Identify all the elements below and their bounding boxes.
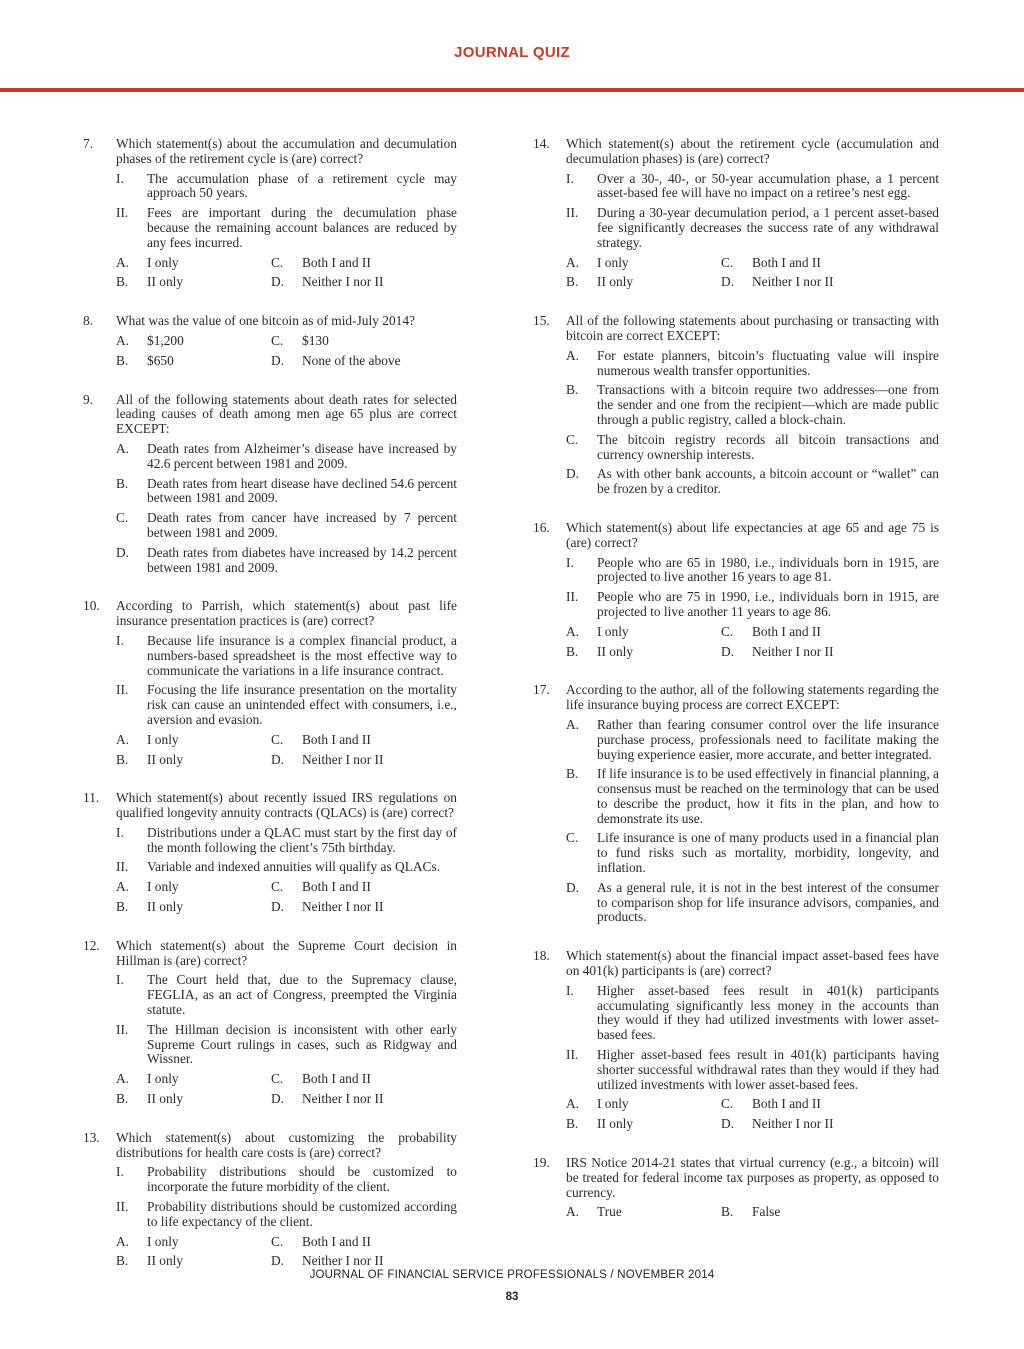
option-letter: D. [271,274,285,290]
statement-item [566,383,939,427]
answer-option [721,645,939,660]
quiz-question [83,314,457,368]
answer-option [721,1097,939,1112]
statement-item [116,442,457,472]
header-rule [0,88,1024,92]
footer-journal: JOURNAL OF FINANCIAL SERVICE PROFESSIONALS / NOVEMBER 2014 [309,1269,715,1281]
statement-label: I. [116,170,124,186]
quiz-question [83,1131,457,1269]
answer-option [271,753,457,768]
option-text: Both I and II [302,1233,371,1249]
statement-text: Because life insurance is a complex financial product, a numbers-based spreadsheet is the most effective way to communicate the variations in a life insurance contract. [147,632,457,678]
statement-label: C. [116,510,129,526]
answer-option [721,625,939,640]
option-letter: C. [271,332,284,348]
option-letter: A. [566,1096,580,1112]
statement-text: People who are 65 in 1980, i.e., individuals born in 1915, are projected to live another 16 years to age 81. [597,554,939,585]
statement-label: D. [566,466,580,482]
option-letter: D. [721,643,735,659]
option-letter: C. [271,731,284,747]
statement-text: The accumulation phase of a retirement cycle may approach 50 years. [147,170,457,201]
question-number: 8. [83,313,94,329]
statement-text: The bitcoin registry records all bitcoin transactions and currency ownership interests. [597,431,939,462]
option-text: I only [147,879,179,895]
option-letter: D. [271,899,285,915]
statement-label: A. [566,716,580,732]
statement-item [566,467,939,497]
quiz-question [83,599,457,767]
answer-option [566,645,721,660]
answer-option [116,1254,271,1269]
answer-option [566,256,721,271]
option-text: Both I and II [302,879,371,895]
question-stem: Which statement(s) about life expectancies at age 65 and age 75 is (are) correct? [566,519,939,550]
question-header [533,137,939,167]
option-letter: C. [721,623,734,639]
question-stem: Which statement(s) about the Supreme Court decision in Hillman is (are) correct? [116,937,457,968]
statement-label: B. [116,475,129,491]
option-text: True [597,1204,622,1220]
option-letter: B. [116,1091,129,1107]
question-header [83,599,457,629]
question-stem: Which statement(s) about the financial impact asset-based fees have on 401(k) participants is (are) correct? [566,948,939,979]
statement-item [116,826,457,856]
option-text: Both I and II [302,254,371,270]
option-text: $1,200 [147,332,184,348]
statement-text: Death rates from heart disease have declined 54.6 percent between 1981 and 2009. [147,475,457,506]
option-letter: C. [271,254,284,270]
statement-label: D. [116,544,130,560]
statement-label: I. [566,982,574,998]
statement-text: During a 30-year decumulation period, a 1 percent asset-based fee significantly decreases the success rate of any withdrawal strategy. [597,205,939,250]
statement-text: As with other bank accounts, a bitcoin account or “wallet” can be frozen by a creditor. [597,466,939,497]
question-number: 15. [533,313,550,329]
option-text: II only [597,643,634,659]
statement-text: Probability distributions should be customized to incorporate the future morbidity of the client. [147,1164,457,1195]
question-header [83,939,457,969]
question-number: 11. [83,790,100,806]
option-text: II only [147,751,184,767]
statement-item [566,433,939,463]
option-text: $130 [302,332,329,348]
statement-item [116,1165,457,1195]
option-letter: C. [721,1096,734,1112]
answer-option [271,256,457,271]
option-text: I only [147,1071,179,1087]
statement-text: Over a 30-, 40-, or 50-year accumulation phase, a 1 percent asset-based fee will have no impact on a retiree’s nest egg. [597,170,939,201]
option-letter: A. [116,332,130,348]
statement-label: II. [116,859,129,875]
statement-text: If life insurance is to be used effectively in financial planning, a consensus must be reached on the terminology that can be used to describe the product, how it fits in the plan, and how to demonstrate its use. [597,766,939,826]
question-stem: What was the value of one bitcoin as of mid-July 2014? [116,313,415,329]
statement-item [116,206,457,250]
statement-item [116,973,457,1017]
quiz-question [83,939,457,1107]
option-text: II only [147,1091,184,1107]
answer-options [566,256,939,291]
option-text: Neither I nor II [302,899,384,915]
question-number: 18. [533,948,550,964]
option-letter: A. [116,879,130,895]
answer-option [271,1092,457,1107]
quiz-question [533,949,939,1132]
question-stem: According to the author, all of the following statements regarding the life insurance buying process are correct EXCEPT: [566,682,939,713]
option-letter: A. [116,1071,130,1087]
option-letter: C. [721,254,734,270]
option-letter: B. [566,643,579,659]
question-stem: Which statement(s) about the retirement cycle (accumulation and decumulation phases) is (are) correct? [566,136,939,166]
option-text: I only [597,623,629,639]
option-letter: B. [116,274,129,290]
page-title: JOURNAL QUIZ [454,44,570,61]
answer-option [116,1092,271,1107]
option-text: Both I and II [302,731,371,747]
option-text: I only [147,731,179,747]
statement-label: A. [566,347,580,363]
statement-text: The Hillman decision is inconsistent with other early Supreme Court rulings in cases, such as Ridgway and Wissner. [147,1021,457,1067]
statement-label: C. [566,830,579,846]
option-letter: A. [116,254,130,270]
statement-item [566,556,939,586]
option-letter: B. [116,352,129,368]
statement-label: C. [566,431,579,447]
question-stem: IRS Notice 2014-21 states that virtual currency (e.g., a bitcoin) will be treated for federal income tax purposes as property, as opposed to currency. [566,1155,939,1200]
statement-text: Rather than fearing consumer control over the life insurance purchase process, professionals need to facilitate making the buying experience easier, more accurate, and better integrated. [597,716,939,762]
statement-text: As a general rule, it is not in the best interest of the consumer to comparison shop for life insurance advisors, companies, and products. [597,879,939,925]
option-text: Both I and II [752,623,821,639]
statement-label: II. [566,205,579,221]
statement-text: Death rates from cancer have increased by 7 percent between 1981 and 2009. [147,510,457,540]
statement-item [566,881,939,925]
answer-option [116,354,271,369]
question-number: 13. [83,1129,100,1145]
question-number: 16. [533,519,550,535]
answer-option [721,256,939,271]
option-letter: D. [271,751,285,767]
option-text: $650 [147,352,174,368]
statement-item [116,860,457,875]
answer-option [566,1205,721,1220]
question-number: 9. [83,391,94,407]
question-header [533,683,939,713]
left-column [83,137,457,1293]
question-number: 12. [83,937,100,953]
question-header [83,137,457,167]
answer-option [566,275,721,290]
statement-label: II. [116,205,129,221]
statement-text: Death rates from diabetes have increased by 14.2 percent between 1981 and 2009. [147,544,457,575]
statement-label: II. [566,589,579,605]
answer-option [566,1117,721,1132]
answer-option [116,275,271,290]
question-number: 10. [83,598,100,614]
statement-label: A. [116,440,130,456]
option-text: II only [147,274,184,290]
answer-option [271,334,457,349]
statement-item [566,1048,939,1092]
answer-option [116,1235,271,1250]
statement-item [566,206,939,250]
answer-option [271,354,457,369]
statement-label: B. [566,766,579,782]
statement-item [566,767,939,826]
option-text: Neither I nor II [302,274,384,290]
answer-option [566,1097,721,1112]
statement-item [566,831,939,875]
option-text: Neither I nor II [302,1253,384,1269]
question-number: 17. [533,682,550,698]
option-letter: A. [566,254,580,270]
answer-option [116,334,271,349]
statement-item [116,1023,457,1067]
question-stem: Which statement(s) about recently issued IRS regulations on qualified longevity annuity contracts (QLACs) is (are) correct? [116,790,457,821]
statement-label: D. [566,879,580,895]
option-text: Both I and II [302,1071,371,1087]
option-letter: B. [566,274,579,290]
question-header [533,1156,939,1200]
answer-option [271,1072,457,1087]
statement-label: II. [566,1047,579,1063]
statement-text: Distributions under a QLAC must start by the first day of the month following the client’s 75th birthday. [147,824,457,855]
answer-option [566,625,721,640]
option-letter: B. [566,1116,579,1132]
answer-option [116,900,271,915]
statement-label: I. [116,972,124,988]
statement-text: Life insurance is one of many products used in a financial plan to fund risks such as mortality, morbidity, longevity, and inflation. [597,830,939,876]
option-letter: C. [271,879,284,895]
option-text: II only [147,899,184,915]
statement-label: I. [116,632,124,648]
answer-option [721,275,939,290]
option-letter: D. [271,1253,285,1269]
question-header [533,314,939,344]
statement-item [116,683,457,727]
answer-options [116,880,457,915]
statement-label: I. [116,1164,124,1180]
option-text: Neither I nor II [302,1091,384,1107]
option-letter: C. [271,1233,284,1249]
question-header [83,791,457,821]
answer-option [116,256,271,271]
option-letter: D. [721,274,735,290]
statement-label: I. [116,824,124,840]
statement-label: II. [116,1199,129,1215]
option-text: II only [597,1116,634,1132]
statement-text: Variable and indexed annuities will qualify as QLACs. [147,859,441,875]
question-stem: All of the following statements about death rates for selected leading causes of death among men age 65 plus are correct EXCEPT: [116,391,457,437]
answer-option [271,880,457,895]
statement-label: II. [116,1021,129,1037]
option-text: None of the above [302,352,401,368]
statement-text: People who are 75 in 1990, i.e., individuals born in 1915, are projected to live another 11 years to age 86. [597,589,939,619]
statement-label: I. [566,170,574,186]
question-number: 14. [533,136,550,151]
answer-option [271,1254,457,1269]
question-header [533,521,939,551]
statement-text: Focusing the life insurance presentation on the mortality risk can cause an unintended effect with consumers, i.e., aversion and evasion. [147,682,457,727]
option-text: Both I and II [752,1096,821,1112]
option-letter: A. [566,1204,580,1220]
answer-option [271,275,457,290]
statement-text: Transactions with a bitcoin require two addresses—one from the sender and one from the recipient—which are made public through a public registry, called a block-chain. [597,382,939,427]
option-letter: A. [116,731,130,747]
answer-option [271,1235,457,1250]
option-letter: C. [271,1071,284,1087]
answer-option [271,900,457,915]
statement-text: For estate planners, bitcoin’s fluctuating value will inspire numerous wealth transfer opportunities. [597,347,939,378]
statement-label: II. [116,682,129,698]
answer-options [566,1097,939,1132]
option-text: Both I and II [752,254,821,270]
statement-text: The Court held that, due to the Supremacy clause, FEGLIA, as an act of Congress, preempted the Virginia statute. [147,972,457,1018]
question-stem: According to Parrish, which statement(s) about past life insurance presentation practices is (are) correct? [116,598,457,629]
statement-item [116,511,457,541]
option-text: II only [147,1253,184,1269]
quiz-question [83,393,457,576]
statement-text: Higher asset-based fees result in 401(k) participants having shorter successful withdrawal rates than they would if they had utilized investments with lower asset-based fees. [597,1047,939,1092]
statement-item [116,172,457,202]
quiz-question [533,314,939,497]
statement-item [116,1200,457,1230]
quiz-question [533,1156,939,1220]
question-header [83,393,457,437]
option-letter: A. [566,623,580,639]
option-letter: D. [271,352,285,368]
question-header [533,949,939,979]
statement-text: Probability distributions should be customized according to life expectancy of the client. [147,1199,457,1229]
statement-label: B. [566,382,579,398]
quiz-question [533,683,939,925]
quiz-question [83,791,457,915]
option-text: I only [147,254,179,270]
statement-item [116,634,457,678]
option-letter: D. [721,1116,735,1132]
option-text: Neither I nor II [752,1116,834,1132]
option-text: Neither I nor II [302,751,384,767]
statement-item [566,172,939,202]
statement-label: I. [566,554,574,570]
quiz-question [533,137,939,290]
option-text: II only [597,274,634,290]
answer-options [116,1235,457,1270]
option-letter: B. [116,899,129,915]
statement-item [566,984,939,1043]
option-text: Neither I nor II [752,274,834,290]
question-number: 7. [83,136,94,151]
answer-option [271,733,457,748]
statement-item [566,349,939,379]
option-text: False [752,1204,781,1220]
right-column [533,137,939,1244]
statement-item [116,477,457,507]
statement-item [116,546,457,576]
option-text: I only [597,1096,629,1112]
question-stem: Which statement(s) about the accumulation and decumulation phases of the retirement cycle is (are) correct? [116,136,457,166]
answer-option [721,1205,939,1220]
option-letter: B. [721,1204,734,1220]
question-header [83,1131,457,1161]
answer-option [116,733,271,748]
answer-option [721,1117,939,1132]
answer-options [116,1072,457,1107]
page-number: 83 [505,1291,519,1303]
question-stem: Which statement(s) about customizing the probability distributions for health care costs is (are) correct? [116,1129,457,1160]
answer-options [566,1205,939,1220]
statement-text: Higher asset-based fees result in 401(k) participants accumulating significantly less money in the accounts than they would if they had utilized investments with lower asset-based fees. [597,982,939,1043]
quiz-question [83,137,457,290]
question-header [83,314,457,329]
question-stem: All of the following statements about purchasing or transacting with bitcoin are correct EXCEPT: [566,313,939,343]
answer-option [116,1072,271,1087]
question-number: 19. [533,1155,550,1171]
option-text: I only [597,254,629,270]
option-text: I only [147,1233,179,1249]
quiz-question [533,521,939,659]
statement-text: Fees are important during the decumulation phase because the remaining account balances are reduced by any fees incurred. [147,205,457,250]
option-letter: B. [116,1253,129,1269]
answer-options [116,334,457,369]
answer-options [566,625,939,660]
option-text: Neither I nor II [752,643,834,659]
option-letter: B. [116,751,129,767]
answer-option [116,880,271,895]
answer-option [116,753,271,768]
option-letter: A. [116,1233,130,1249]
answer-options [116,733,457,768]
statement-item [566,590,939,620]
option-letter: D. [271,1091,285,1107]
statement-text: Death rates from Alzheimer’s disease have increased by 42.6 percent between 1981 and 2009. [147,440,457,471]
statement-item [566,718,939,762]
answer-options [116,256,457,291]
